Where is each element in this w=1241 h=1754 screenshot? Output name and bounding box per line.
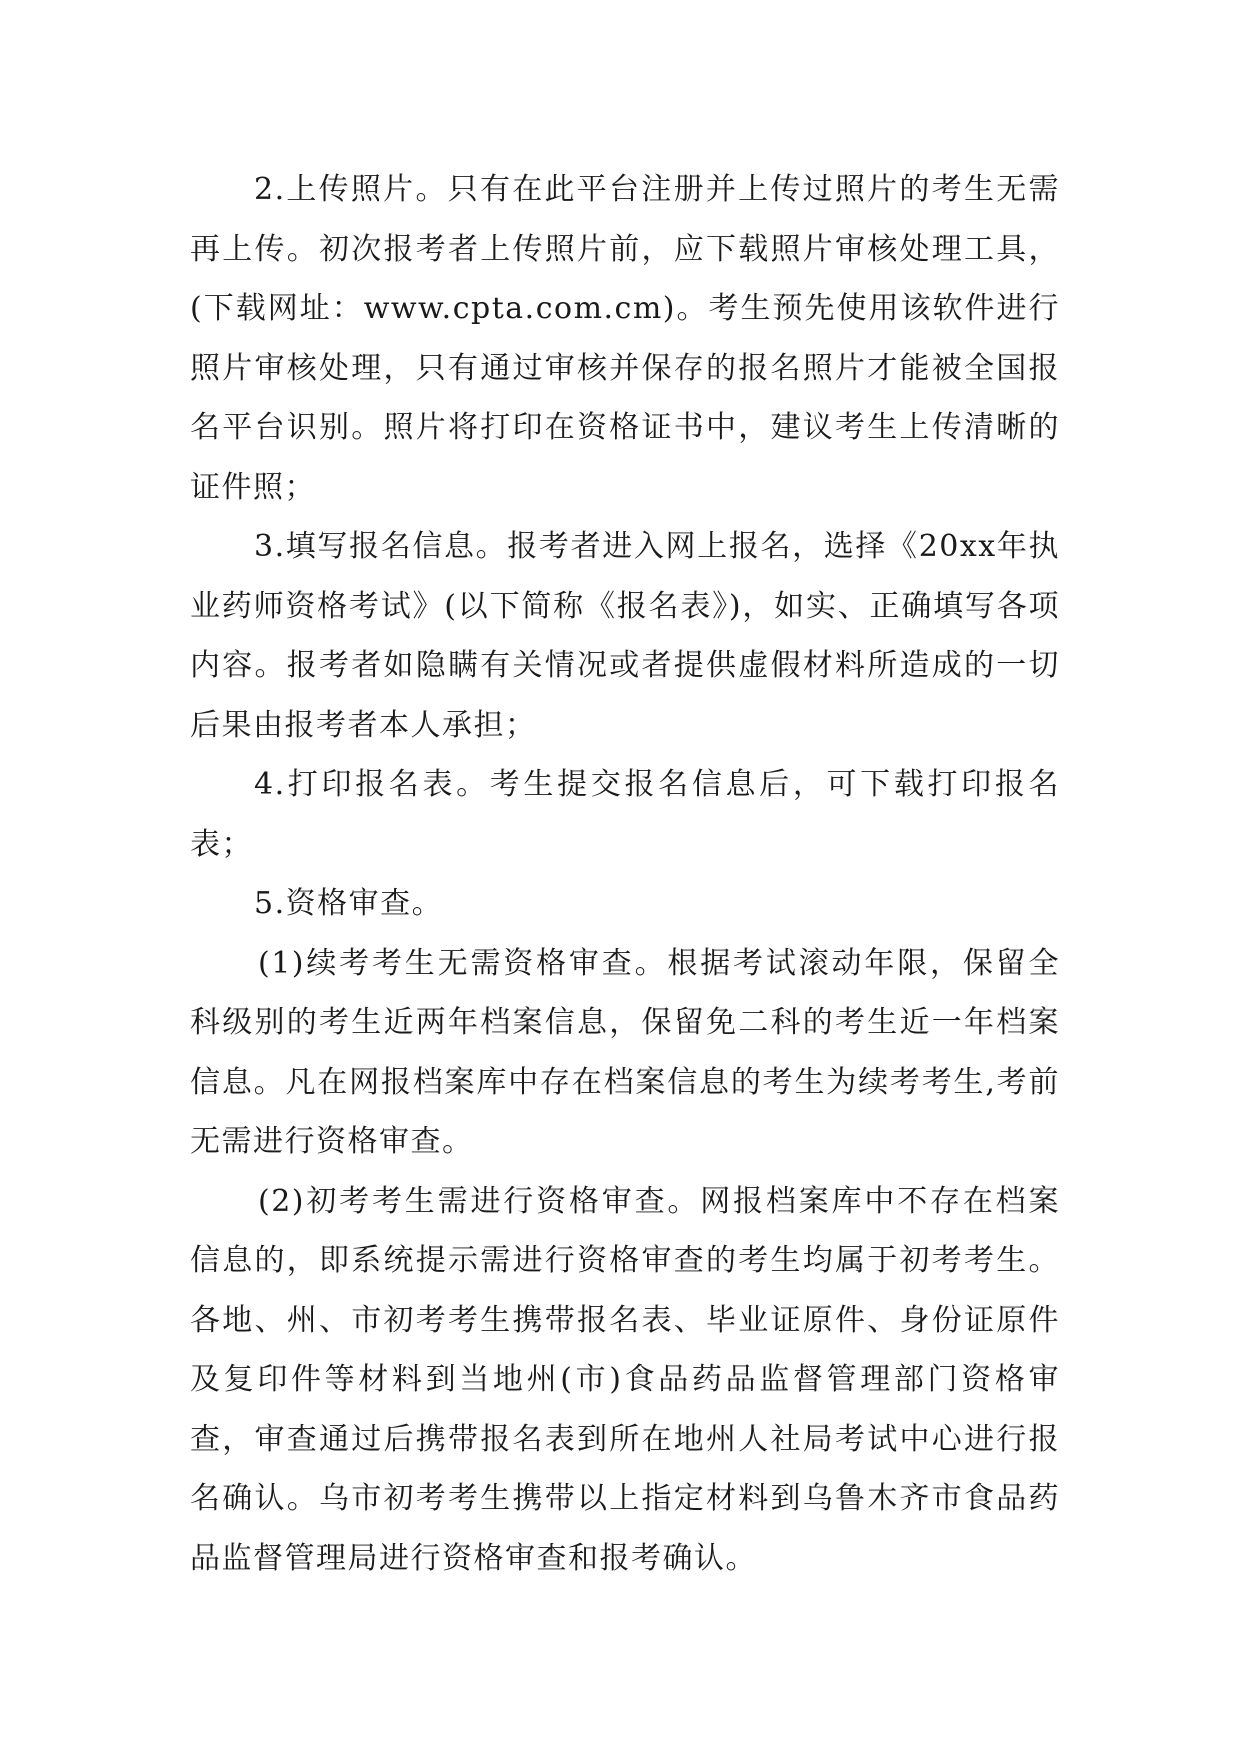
paragraph-print-form: 4.打印报名表。考生提交报名信息后，可下载打印报名表； bbox=[190, 767, 1060, 862]
paragraph-first-time-candidates: (2)初考考生需进行资格审查。网报档案库中不存在档案信息的，即系统提示需进行资格审查的考生均属于初考考生。各地、州、市初考考生携带报名表、毕业证原件、身份证原件及复印件等材料到当地州(市)食品药品监督管理部门资格审查，审查通过后携带报名表到所在地州人社局考试中心进行报名确认。乌市初考考生携带以上指定材料到乌鲁木齐市食品药品监督管理局进行资格审查和报考确认。 bbox=[190, 1183, 1060, 1576]
paragraph-upload-photo: 2.上传照片。只有在此平台注册并上传过照片的考生无需再上传。初次报考者上传照片前，应下载照片审核处理工具，(下载网址：www.cpta.com.cm)。考生预先使用该软件进行照片审核处理，只有通过审核并保存的报名照片才能被全国报名平台识别。照片将打印在资格证书中，建议考生上传清晰的证件照； bbox=[190, 172, 1060, 505]
paragraph-fill-info: 3.填写报名信息。报考者进入网上报名，选择《20xx年执业药师资格考试》(以下简称《报名表》)，如实、正确填写各项内容。报考者如隐瞒有关情况或者提供虚假材料所造成的一切后果由报考者本人承担； bbox=[190, 529, 1060, 743]
paragraph-qualification-review: 5.资格审查。 bbox=[254, 886, 444, 921]
paragraph-continuing-candidates: (1)续考考生无需资格审查。根据考试滚动年限，保留全科级别的考生近两年档案信息，保留免二科的考生近一年档案信息。凡在网报档案库中存在档案信息的考生为续考考生,考前无需进行资格审查。 bbox=[190, 945, 1060, 1159]
document-body bbox=[190, 160, 1060, 1588]
